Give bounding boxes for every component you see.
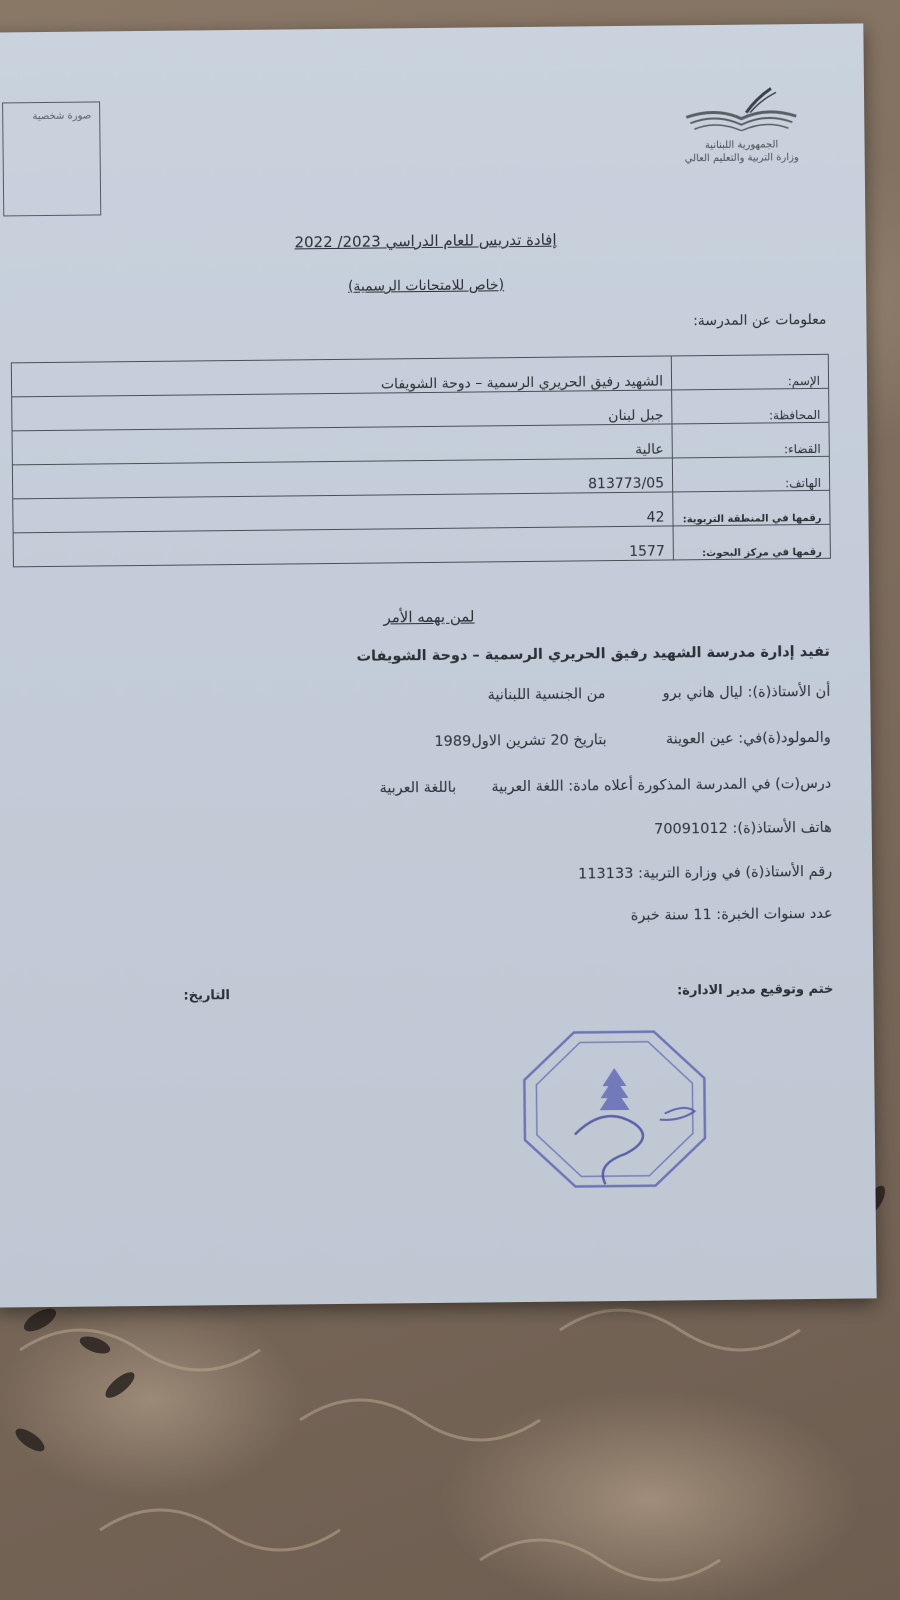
teacher-line [488, 684, 831, 704]
row-label: رقمها في مركز البحوث: [673, 524, 830, 560]
row-label: رقمها في المنطقة التربوية: [673, 490, 830, 526]
row-value: الشهيد رفيق الحريري الرسمية – دوحة الشويفات [11, 356, 671, 397]
row-value: 42 [13, 492, 673, 533]
school-stamp-seal [514, 1023, 716, 1195]
photo-label: صورة شخصية [32, 110, 92, 123]
row-value: 813773/05 [12, 458, 672, 499]
subject-line [379, 776, 831, 797]
cedar-icon [599, 1068, 629, 1110]
row-label: الهاتف: [672, 456, 829, 492]
school-info-heading: معلومات عن المدرسة: [693, 311, 827, 330]
ministry-republic: الجمهورية اللبنانية [704, 139, 779, 152]
school-info-table [11, 354, 831, 568]
teaching-language: باللغة العربية [379, 779, 457, 797]
signature-label: ختم وتوقيع مدير الادارة: [676, 981, 834, 999]
certificate-title: إفادة تدريس للعام الدراسي 2023/ 2022 [294, 230, 557, 252]
teacher-nationality: من الجنسية اللبنانية [487, 686, 606, 704]
experience-years: عدد سنوات الخبرة: 11 سنة خبرة [630, 905, 833, 924]
teacher-ministry-number: رقم الأستاذ(ة) في وزارة التربية: 113133 [577, 863, 833, 883]
open-book-icon [676, 84, 807, 135]
intro-line: تفيد إدارة مدرسة الشهيد رفيق الحريري الرسمية – دوحة الشويفات [356, 643, 830, 665]
date-label: التاريخ: [183, 988, 230, 1004]
ministry-name: وزارة التربية والتعليم العالي [684, 152, 799, 165]
row-label: الإسم: [671, 354, 828, 390]
subject-taught: درس(ت) في المدرسة المذكورة أعلاه مادة: اللغة العربية [491, 775, 832, 796]
row-value: عالية [12, 424, 672, 465]
certificate-paper [0, 23, 877, 1307]
teacher-name: أن الأستاذ(ة): ليال هاني برو [662, 683, 831, 702]
photo-placeholder [2, 101, 101, 216]
ministry-logo [666, 84, 817, 166]
certificate-subtitle: (خاص للامتحانات الرسمية) [347, 277, 505, 295]
teacher-phone: هاتف الأستاذ(ة): 70091012 [654, 819, 832, 838]
row-label: القضاء: [672, 422, 829, 458]
birth-place: والمولود(ة)في: عين العوينة [665, 729, 831, 748]
row-value: جبل لبنان [12, 390, 672, 431]
row-label: المحافظة: [672, 388, 829, 424]
signature-scribble [575, 1116, 644, 1185]
table-row [13, 524, 830, 567]
birth-line [434, 730, 831, 750]
birth-date: بتاريخ 20 تشرين الاول1989 [434, 732, 607, 750]
to-whom-heading: لمن يهمه الأمر [383, 607, 475, 627]
row-value: 1577 [13, 526, 673, 567]
